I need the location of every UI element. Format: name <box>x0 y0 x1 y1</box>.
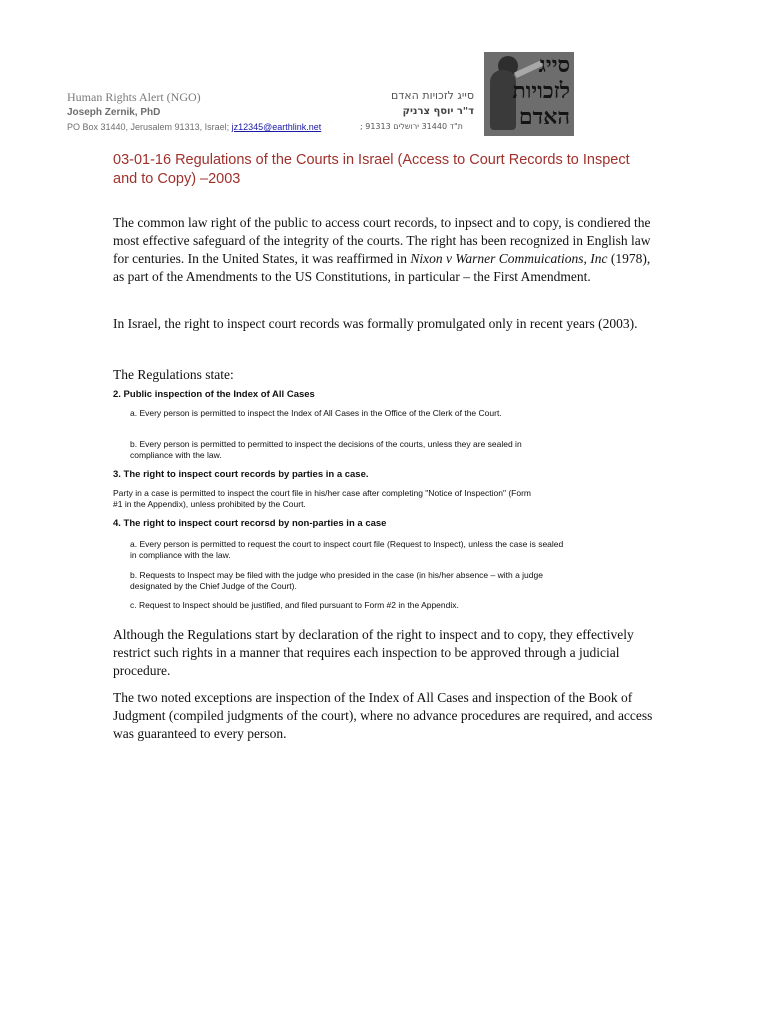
section-4-item-b: b. Requests to Inspect may be filed with the judge who presided in the case (in his/her absence – with a judge designated by the Chief Judge of the Court). <box>130 570 543 591</box>
org-name-he: סייג לזכויות האדם <box>391 89 474 102</box>
logo-word-2: לזכויות <box>512 78 570 104</box>
logo-word-1: סייג <box>538 52 570 78</box>
email-link[interactable]: jz12345@earthlink.net <box>231 122 322 132</box>
intro-p1-end: (1978), as part of the Amendments to the US Constitutions, in particular – the First Amendment. <box>113 251 651 284</box>
document-title: 03-01-16 Regulations of the Courts in Israel (Access to Court Records to Inspect and to Copy) –2003 <box>113 152 630 187</box>
address-en <box>67 122 321 132</box>
intro-paragraph-1 <box>113 214 658 286</box>
section-4-item-a: a. Every person is permitted to request the court to inspect court file (Request to Inspect), unless the case is sealed in compliance with the law. <box>130 539 564 560</box>
letterhead <box>0 0 768 140</box>
section-2-heading: 2. Public inspection of the Index of All Cases <box>113 389 315 400</box>
org-name-en: Human Rights Alert (NGO) <box>67 90 201 104</box>
intro-paragraph-3: The Regulations state: <box>113 367 234 382</box>
address-en-text: PO Box 31440, Jerusalem 91313, Israel; <box>67 122 230 132</box>
section-3-text: Party in a case is permitted to inspect the court file in his/her case after completing "Notice of Inspection" (Form #1 in the Appendix), unless prohibited by the Court. <box>113 488 531 509</box>
section-4-heading: 4. The right to inspect court recorsd by non-parties in a case <box>113 518 387 529</box>
case-citation: Nixon v Warner Commuications, Inc <box>410 251 608 266</box>
intro-p1-start: The common law right of the public to access court records, to inpsect and to copy, is condiered the most effective safeguard of the integrity of the courts. The right has been recognized in English law for centuries. In the United States, it was reaffirmed in <box>113 215 651 266</box>
intro-paragraph-2: In Israel, the right to inspect court records was formally promulgated only in recent years (2003). <box>113 316 638 331</box>
logo-word-3: האדם <box>518 104 570 130</box>
section-4-item-c: c. Request to Inspect should be justified, and filed pursuant to Form #2 in the Appendix. <box>130 600 459 610</box>
author-name-en: Joseph Zernik, PhD <box>67 107 161 118</box>
address-he: ; 91313 ת"ד 31440 ירושלים <box>360 122 463 131</box>
ngo-logo <box>484 52 574 136</box>
section-2-item-b: b. Every person is permitted to permitted to inspect the decisions of the courts, unless they are sealed in compliance with the law. <box>130 439 522 460</box>
conclusion-paragraph-1: Although the Regulations start by declaration of the right to inspect and to copy, they effectively restrict such rights in a manner that requires each inspection to be approved through a judicial procedure. <box>113 627 634 678</box>
section-3-heading: 3. The right to inspect court records by parties in a case. <box>113 469 369 480</box>
author-name-he: ד"ר יוסף צרניק <box>402 106 474 117</box>
conclusion-paragraph-2: The two noted exceptions are inspection of the Index of All Cases and inspection of the Book of Judgment (compiled judgments of the court), where no advance procedures are required, and access was guaranteed to every person. <box>113 690 653 741</box>
section-2-item-a: a. Every person is permitted to inspect the Index of All Cases in the Office of the Clerk of the Court. <box>130 408 502 418</box>
